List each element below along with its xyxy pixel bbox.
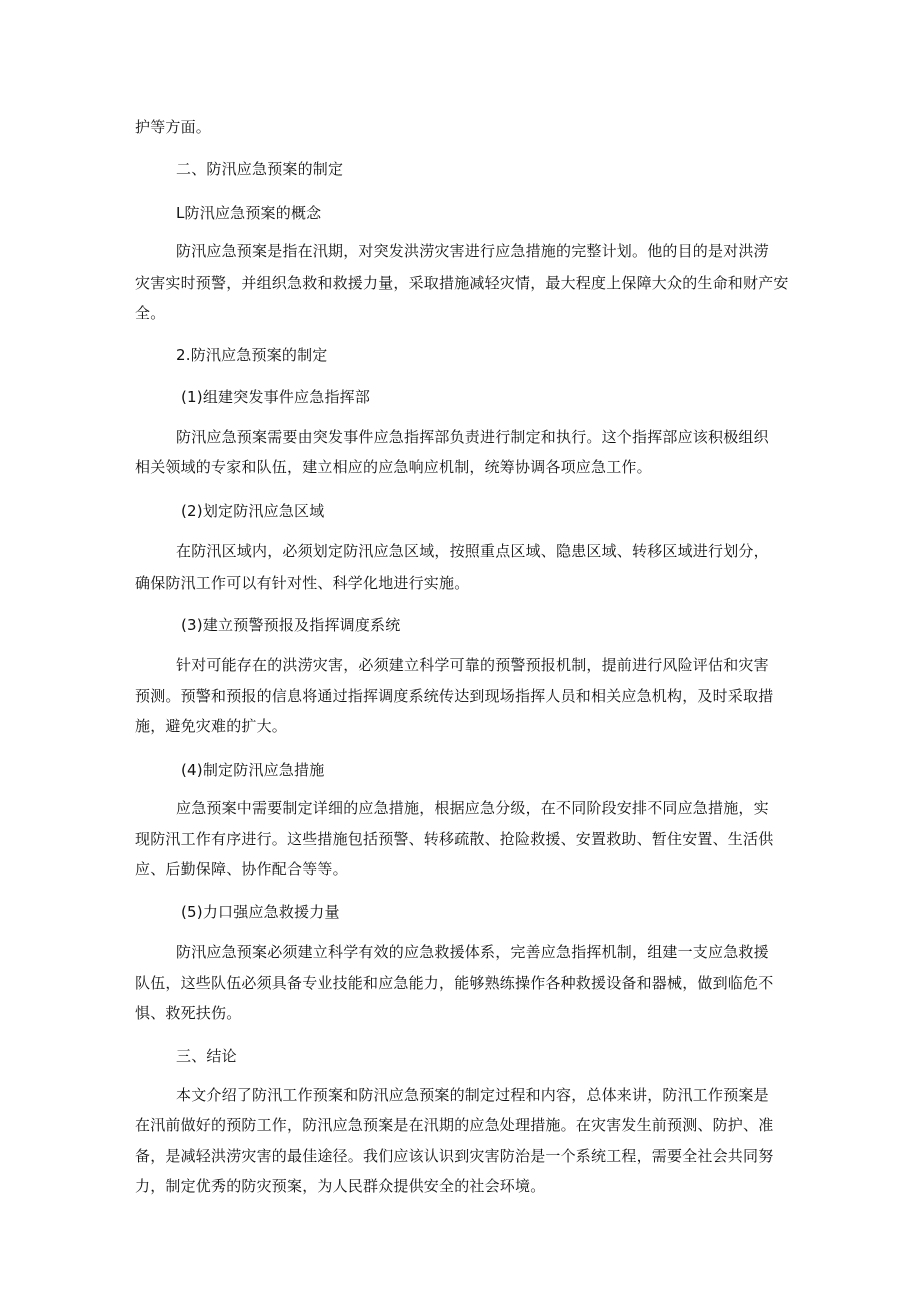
section-heading: 三、结论 (176, 1047, 237, 1065)
paragraph-line: 防汛应急预案需要由突发事件应急指挥部负责进行制定和执行。这个指挥部应该积极组织 (176, 428, 769, 446)
paragraph-line: 针对可能存在的洪涝灾害，必须建立科学可靠的预警预报机制，提前进行风险评估和灾害 (176, 656, 769, 674)
paragraph-line: 惧、救死扶伤。 (135, 1004, 242, 1022)
paragraph-line: 在防汛区域内，必须划定防汛应急区域，按照重点区域、隐患区域、转移区域进行划分， (176, 542, 769, 560)
paragraph-line: 力，制定优秀的防灾预案，为人民群众提供安全的社会环境。 (135, 1177, 546, 1195)
paragraph-line: 相关领域的专家和队伍，建立相应的应急响应机制，统筹协调各项应急工作。 (135, 458, 652, 476)
paragraph-line: 应急预案中需要制定详细的应急措施，根据应急分级，在不同阶段安排不同应急措施，实 (176, 799, 769, 817)
paragraph-line: 应、后勤保障、协作配合等等。 (135, 860, 348, 878)
section-heading: 二、防汛应急预案的制定 (176, 160, 344, 178)
paragraph-line: 现防汛工作有序进行。这些措施包括预警、转移疏散、抢险救援、安置救助、暂住安置、生活供 (135, 830, 774, 848)
paragraph-line: 备，是减轻洪涝灾害的最佳途径。我们应该认识到灾害防治是一个系统工程，需要全社会共同努 (135, 1147, 774, 1165)
subsection-heading: L防汛应急预案的概念 (176, 204, 322, 222)
paragraph-line: 队伍，这些队伍必须具备专业技能和应急能力，能够熟练操作各种救援设备和器械，做到临危不 (135, 974, 774, 992)
paragraph-line: 确保防汛工作可以有针对性、科学化地进行实施。 (135, 574, 470, 592)
paragraph-line: 预测。预警和预报的信息将通过指挥调度系统传达到现场指挥人员和相关应急机构，及时采取措 (135, 687, 774, 705)
subsection-heading: 2.防汛应急预案的制定 (176, 346, 328, 364)
paragraph-line: 防汛应急预案必须建立科学有效的应急救援体系，完善应急指挥机制，组建一支应急救援 (176, 943, 769, 961)
paragraph-line: 灾害实时预警，并组织急救和救援力量，采取措施减轻灾情，最大程度上保障大众的生命和财产安 (135, 274, 789, 292)
paragraph-line: 护等方面。 (135, 118, 212, 136)
item-heading: (2)划定防汛应急区域 (181, 502, 325, 520)
paragraph-line: 防汛应急预案是指在汛期，对突发洪涝灾害进行应急措施的完整计划。他的目的是对洪涝 (176, 242, 769, 260)
item-heading: (3)建立预警预报及指挥调度系统 (181, 616, 401, 634)
item-heading: (1)组建突发事件应急指挥部 (181, 388, 371, 406)
item-heading: (5)力口强应急救援力量 (181, 903, 340, 921)
item-heading: (4)制定防汛应急措施 (181, 761, 325, 779)
paragraph-line: 全。 (135, 304, 166, 322)
paragraph-line: 施，避免灾难的扩大。 (135, 717, 288, 735)
paragraph-line: 本文介绍了防汛工作预案和防汛应急预案的制定过程和内容，总体来讲，防汛工作预案是 (176, 1086, 769, 1104)
paragraph-line: 在汛前做好的预防工作，防汛应急预案是在汛期的应急处理措施。在灾害发生前预测、防护、准 (135, 1116, 774, 1134)
